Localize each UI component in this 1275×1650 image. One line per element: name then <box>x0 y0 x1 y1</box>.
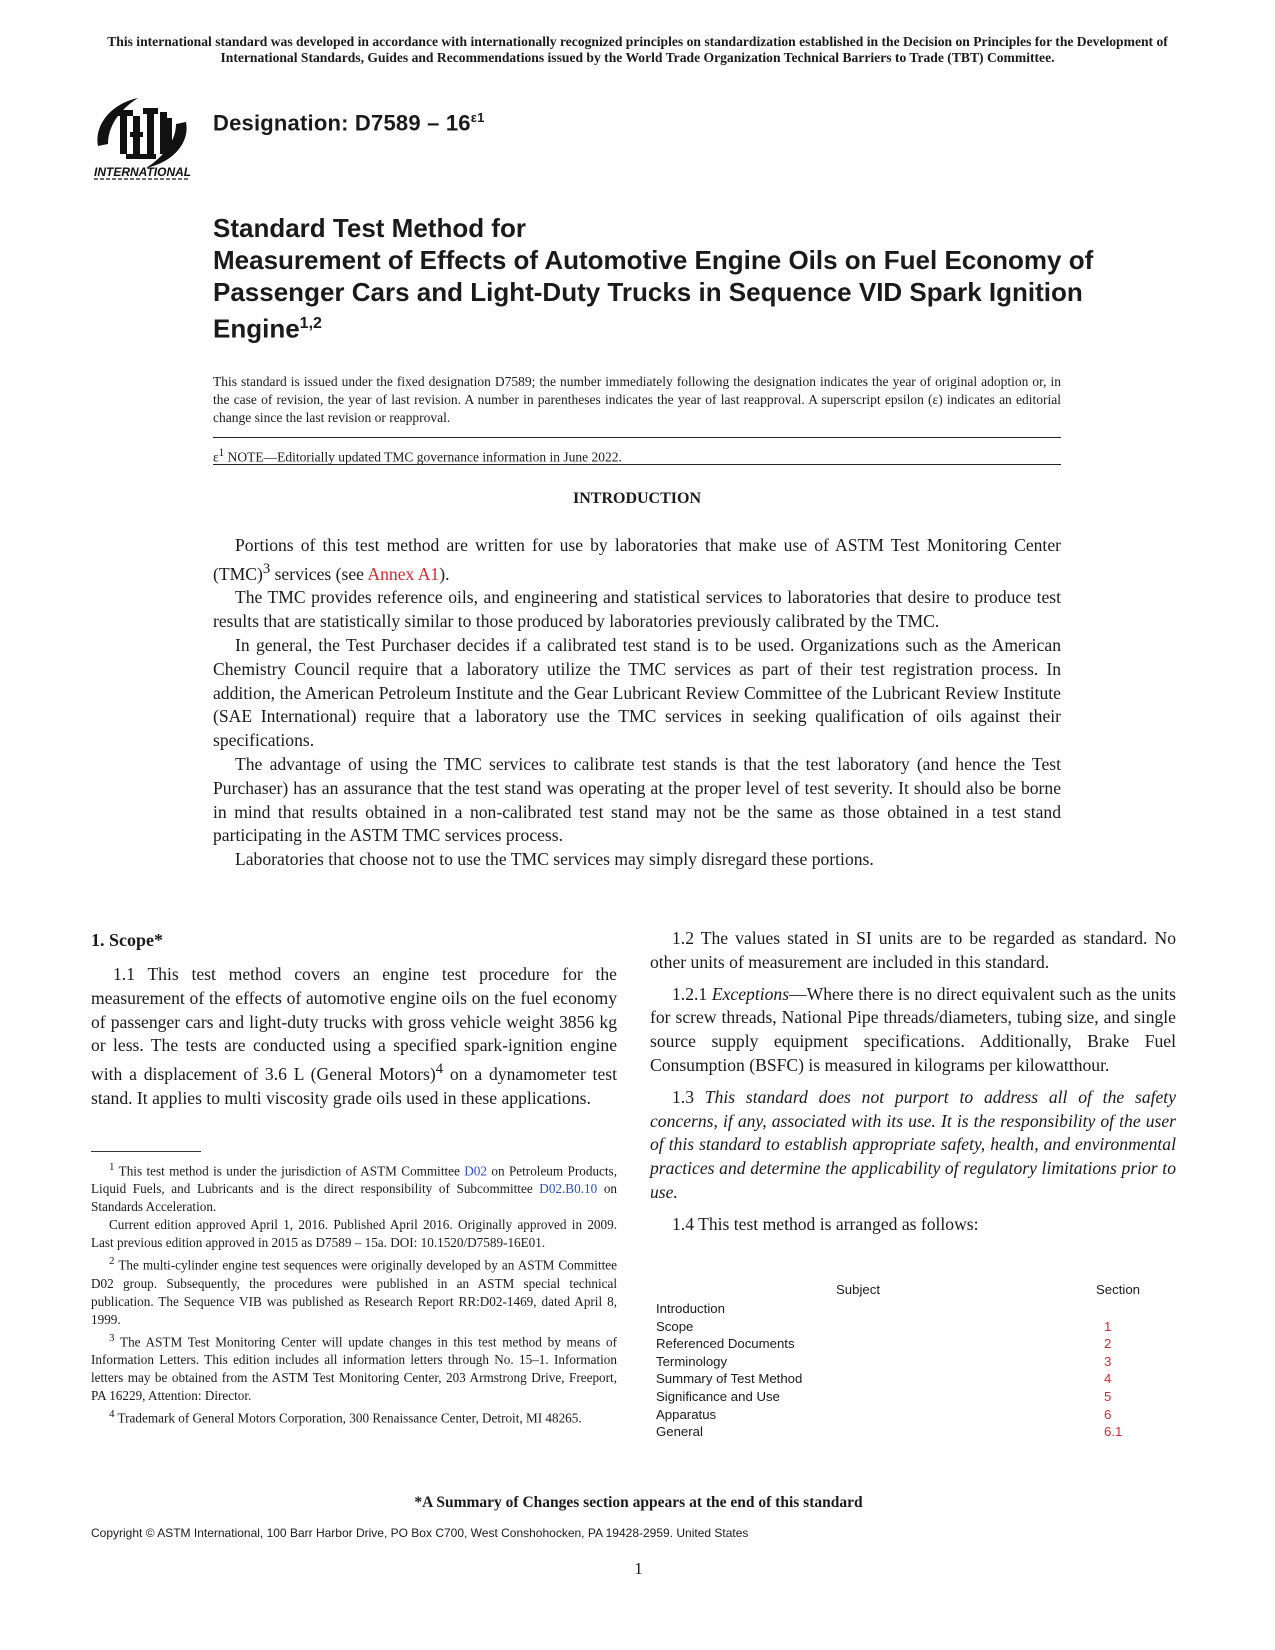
intro-paragraph-4: The advantage of using the TMC services to calibrate test stands is that the test laboratory (and hence the Test Purchaser) has an assurance that the test stand was operating at the proper level of test severity. It should also be borne in mind that results obtained in a non-calibrated test stand may not be the same as those obtained in a test stand participating in the ASTM TMC services process. <box>213 754 1061 846</box>
annex-a1-link[interactable]: Annex A1 <box>367 563 440 584</box>
contents-row <box>656 1300 1176 1318</box>
intro-paragraph-2: The TMC provides reference oils, and engineering and statistical services to laboratories that desire to produce test results that are statistically similar to those produced by laboratories previously calibrated by the TMC. <box>213 587 1061 632</box>
contents-header <box>656 1281 1176 1299</box>
contents-section-link[interactable]: 6.1 <box>1104 1424 1123 1440</box>
intro-paragraph-3: In general, the Test Purchaser decides if a calibrated test stand is to be used. Organizations such as the American Chemistry Council require that a laboratory utilize the TMC services as part of their test registration process. In addition, the American Petroleum Institute and the Gear Lubricant Review Committee of the Lubricant Review Institute (SAE International) require that a laboratory use the TMC services in seeking qualification of oils against their specifications. <box>213 635 1061 751</box>
contents-subject: Significance and Use <box>656 1388 780 1404</box>
contents-table <box>656 1281 1176 1441</box>
footnote-3: $^3$ The ASTM Test Monitoring Center will update changes in this test method by means of Information Letters. This edition includes all information letters through No. 15–1. Information letters may be obtained from the ASTM Test Monitoring Center, 203 Armstrong Drive, Freeport, PA 16229, Attention: Director. <box>91 1331 617 1404</box>
logo-wordmark: INTERNATIONAL <box>94 165 192 179</box>
title-line-1: Standard Test Method for <box>213 213 526 243</box>
section-1-3: 1.3 This standard does not purport to address all of the safety concerns, if any, associated with its use. It is the responsibility of the user of this standard to establish appropriate safety, health, and environmental practices and determine the applicability of regulatory limitations prior to use. <box>650 1086 1177 1202</box>
standardization-notice: This international standard was developed in accordance with internationally recognized principles on standardization established in the Decision on Principles for the Development of International Standards, Guides and Recommendations issued by the World Trade Organization Technical Barriers to Trade (TBT) Committee. <box>107 34 1168 65</box>
section-1-1: 1.1 This test method covers an engine test procedure for the measurement of the effects of automotive engine oils on the fuel economy of passenger cars and light-duty trucks with gross vehicle weight 3856 kg or less. The tests are conducted using a specified spark-ignition engine with a displacement of 3.6 L (General Motors)$^4$ on a dynamometer test stand. It applies to multi viscosity grade oils used in these applications. <box>91 964 617 1108</box>
divider <box>213 464 1061 465</box>
contents-section-link[interactable]: 3 <box>1104 1353 1112 1369</box>
subject-column-header: Subject <box>836 1282 880 1297</box>
subcommittee-link[interactable]: D02.B0.10 <box>539 1181 598 1197</box>
contents-row <box>656 1318 1176 1336</box>
footnote-1: $^1$ This test method is under the jurisdiction of ASTM Committee D02 on Petroleum Products, Liquid Fuels, and Lubricants and is the direct responsibility of Subcommittee D02.B0.10 on Standards Acceleration. <box>91 1161 618 1215</box>
contents-section-link[interactable]: 2 <box>1104 1336 1112 1352</box>
contents-subject: General <box>656 1424 703 1440</box>
footnote-1-edition: Current edition approved April 1, 2016. Published April 2016. Originally approved in 2009. Last previous edition approved in 2015 as D7589 – 15a. DOI: 10.1520/D7589-16E01. <box>91 1217 617 1251</box>
issuance-note: This standard is issued under the fixed designation D7589; the number immediately following the designation indicates the year of original adoption or, in the case of revision, the year of last revision. A number in parentheses indicates the year of last reapproval. A superscript epsilon (ε) indicates an editorial change since the last revision or reapproval. <box>213 374 1061 425</box>
contents-subject: Scope <box>656 1318 694 1334</box>
contents-section-link[interactable]: 4 <box>1104 1371 1112 1387</box>
contents-rows <box>656 1300 1176 1441</box>
section-1-2: 1.2 The values stated in SI units are to be regarded as standard. No other units of measurement are included in this standard. <box>650 928 1176 972</box>
page-number: 1 <box>634 1559 643 1578</box>
footnote-divider <box>91 1151 201 1152</box>
left-column <box>91 930 617 1111</box>
footnotes <box>91 1158 617 1428</box>
introduction-body <box>213 534 1061 872</box>
intro-paragraph-1: Portions of this test method are written for use by laboratories that make use of ASTM Test Monitoring Center (TMC)$^3$ services (see Annex A1). <box>213 535 1061 584</box>
divider <box>213 437 1061 438</box>
contents-row <box>656 1370 1176 1388</box>
title-footnote-marks: 1,2 <box>299 315 322 332</box>
document-title <box>213 212 1173 345</box>
contents-section-link[interactable]: 5 <box>1104 1388 1112 1404</box>
contents-row <box>656 1353 1176 1371</box>
d02-link[interactable]: D02 <box>464 1163 487 1179</box>
contents-subject: Introduction <box>656 1301 725 1316</box>
copyright-line: Copyright © ASTM International, 100 Barr Harbor Drive, PO Box C700, West Conshohocken, PA 19428-2959. United States <box>91 1526 749 1540</box>
contents-subject: Referenced Documents <box>656 1336 795 1352</box>
contents-subject: Apparatus <box>656 1406 717 1422</box>
contents-section-link[interactable]: 6 <box>1104 1406 1112 1422</box>
footnote-4: $^4$ Trademark of General Motors Corporation, 300 Renaissance Center, Detroit, MI 48265. <box>109 1408 582 1426</box>
footnote-2: $^2$ The multi-cylinder engine test sequences were originally developed by an ASTM Committee D02 group. Subsequently, the procedures were published in an ASTM special technical publication. The Sequence VIB was published as Research Report RR:D02-1469, dated April 8, 1999. <box>91 1255 617 1327</box>
contents-section-link[interactable]: 1 <box>1104 1318 1112 1334</box>
right-column <box>650 927 1176 1245</box>
scope-heading: 1. Scope* <box>91 930 163 950</box>
contents-row <box>656 1388 1176 1406</box>
introduction-heading: INTRODUCTION <box>572 490 701 507</box>
intro-paragraph-5: Laboratories that choose not to use the TMC services may simply disregard these portions. <box>235 849 874 870</box>
title-line-2: Measurement of Effects of Automotive Engine Oils on Fuel Economy of Passenger Cars and Light-Duty Trucks in Sequence VID Spark Ignition Engine$^{1,2}$ <box>213 245 1094 344</box>
contents-subject: Terminology <box>656 1353 728 1369</box>
section-1-4: 1.4 This test method is arranged as follows: <box>672 1213 979 1234</box>
astm-logo <box>92 88 192 180</box>
section-1-2-1: 1.2.1 Exceptions—Where there is no direct equivalent such as the units for screw threads, National Pipe threads/diameters, tubing size, and single source supply equipment specifications. Additionally, Brake Fuel Consumption (BSFC) is measured in kilograms per kilowatthour. <box>650 983 1176 1075</box>
contents-row <box>656 1423 1176 1441</box>
contents-subject: Summary of Test Method <box>656 1371 803 1387</box>
editorial-note: $\varepsilon^1$ NOTE—Editorially updated TMC governance information in June 2022. <box>213 447 622 465</box>
contents-row <box>656 1406 1176 1424</box>
designation <box>213 110 485 136</box>
contents-row <box>656 1335 1176 1353</box>
designation-label: Designation: D7589 – 16 <box>213 110 471 136</box>
section-column-header: Section <box>1096 1282 1140 1297</box>
designation-epsilon: ε1 <box>470 110 485 125</box>
summary-of-changes-note: *A Summary of Changes section appears at the end of this standard <box>414 1494 863 1511</box>
